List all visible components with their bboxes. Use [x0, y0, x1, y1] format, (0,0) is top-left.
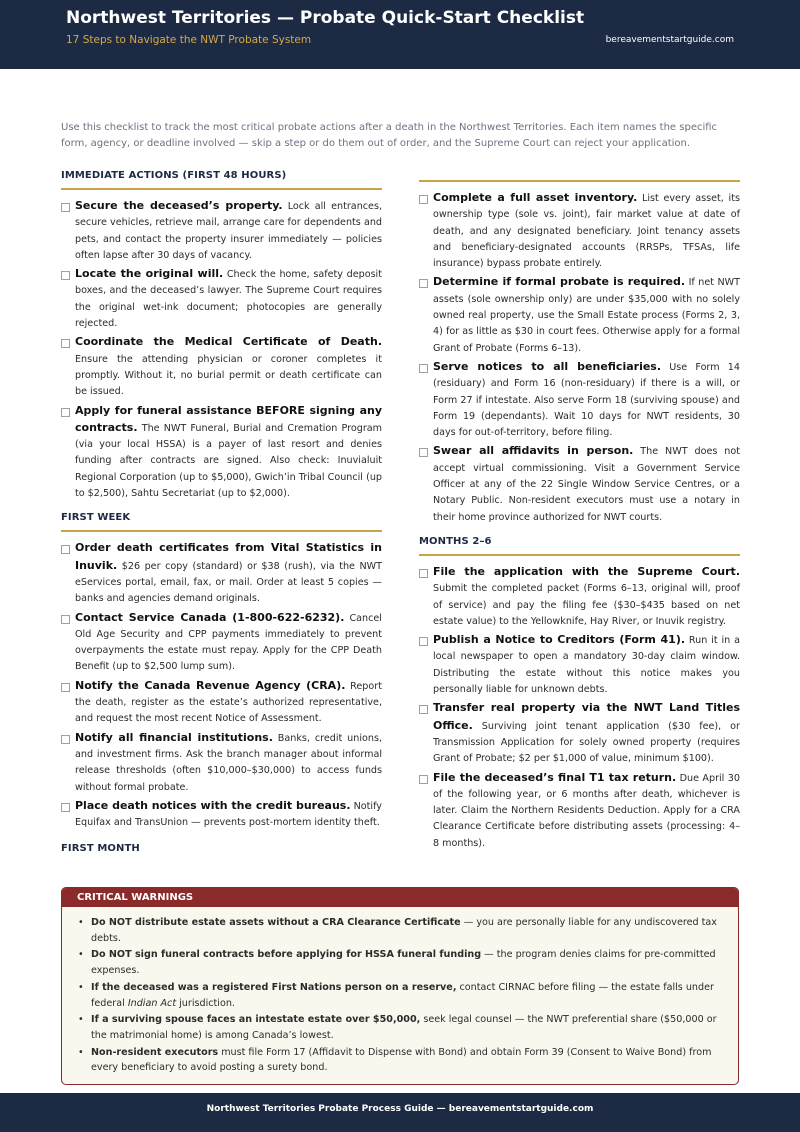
right-column: [419, 170, 740, 854]
checkbox-icon[interactable]: [61, 271, 70, 280]
checklist-item-title: Notify all financial institutions.: [75, 730, 273, 744]
warning-rest: seek legal counsel — the NWT preferential share ($50,000 or the matrimonial home) is among Canada’s lowest.: [91, 1014, 717, 1041]
checklist-item: [419, 632, 740, 698]
warning-bold: If the deceased was a registered First Nations person on a reserve,: [91, 981, 457, 993]
checklist-item-title: Publish a Notice to Creditors (Form 41).: [433, 633, 686, 647]
checklist-item-body: Banks, credit unions, and investment firms. Ask the branch manager about informal release thresholds (often $10,000–$30,000) to access funds without formal probate.: [75, 732, 382, 793]
checklist-item: [61, 730, 382, 796]
warning-rest: — you are personally liable for any undiscovered tax debts.: [91, 917, 717, 944]
checklist-item: [61, 198, 382, 264]
warning-text: [91, 947, 724, 978]
warning-text: [91, 1012, 724, 1043]
checklist-item-text: [75, 266, 382, 332]
bullet-icon: •: [78, 917, 84, 928]
header-site-link[interactable]: bereavementstartguide.com: [605, 35, 734, 45]
checklist-item: [419, 700, 740, 767]
checklist-item-title: Complete a full asset inventory.: [433, 191, 638, 204]
checklist-item-text: [433, 700, 740, 767]
section-heading: IMMEDIATE ACTIONS (FIRST 48 HOURS): [61, 170, 382, 190]
section-first-month-heading-wrap: [61, 843, 382, 854]
checkbox-icon[interactable]: [61, 545, 70, 554]
checklist-item-text: [75, 198, 382, 264]
checklist-item-body: Cancel Old Age Security and CPP payments immediately to prevent overpayments the estate must repay. Apply for the CPP Death Benefit (up to $2,500 lump sum).: [75, 612, 382, 673]
checklist-item-body: Submit the completed packet (Forms 6–13, original will, proof of service) and pay the filing fee ($30–$435 based on net estate value) to the Yellowknife, Hay River, or Inuvik registry.: [433, 583, 740, 627]
warning-text: [91, 980, 724, 1011]
section-months-2-6: [419, 536, 740, 852]
checklist-item-text: [433, 770, 740, 852]
checklist-item: [419, 190, 740, 272]
checklist-item: [61, 610, 382, 676]
checklist-item-text: [75, 678, 382, 728]
checklist-item-title: Coordinate the Medical Certificate of Death.: [75, 335, 382, 349]
warning-item: [78, 915, 724, 946]
section-heading: FIRST MONTH: [61, 843, 140, 855]
checklist-item-text: [433, 190, 740, 272]
checklist-item: [61, 678, 382, 728]
checklist-item-body: Lock all entrances, secure vehicles, retrieve mail, arrange care for dependents and pets, and contact the property insurer immediately — policies often lapse after 30 days of vacancy.: [75, 201, 382, 261]
warning-text: [91, 1045, 724, 1076]
checklist-item-text: [75, 403, 382, 503]
checklist-item-body: Use Form 14 (residuary) and Form 16 (non-residuary) if there is a will, or Form 27 if intestate. Also serve Form 18 (surviving spouse) and Form 19 (dependants). Wait 10 days for NWT residents, 30 days for out-of-territory, before filing.: [433, 361, 740, 439]
checklist-item-body: Surviving joint tenant application ($30 fee), or Transmission Application for solely owned property (requires Grant of Probate; $2 per $1,000 of value, minimum $100).: [433, 720, 740, 765]
checklist-item: [61, 540, 382, 607]
checklist-item-text: [75, 610, 382, 676]
checklist-item-body: If net NWT assets (sole ownership only) are under $35,000 with no solely owned real property, use the Small Estate process (Forms 2, 3, 4) for as little as $30 in court fees. Otherwise apply for a formal Grant of Probate (Forms 6–13).: [433, 277, 741, 354]
warning-item: [78, 1012, 724, 1043]
page-title: Northwest Territories — Probate Quick-Start Checklist: [66, 8, 585, 28]
checkbox-icon[interactable]: [61, 803, 70, 812]
warning-bold: Do NOT sign funeral contracts before applying for HSSA funeral funding: [91, 949, 482, 961]
checklist-item: [419, 359, 740, 441]
bullet-icon: •: [78, 1046, 84, 1058]
checklist-item-title: Locate the original will.: [75, 267, 224, 281]
warning-item: [78, 1045, 724, 1076]
checkbox-icon[interactable]: [419, 569, 428, 578]
checklist-item-body: $26 per copy (standard) or $38 (rush), via the NWT eServices portal, email, fax, or mail. Order at least 5 copies — banks and agencies demand originals.: [75, 560, 382, 605]
checklist-item-title: Order death certificates from Vital Statistics in Inuvik.: [75, 541, 382, 572]
checkbox-icon[interactable]: [61, 735, 70, 744]
section-first-month: [419, 180, 740, 526]
intro-paragraph: Use this checklist to track the most critical probate actions after a death in the Northwest Territories. Each item names the specific form, agency, or deadline involved — skip a step or do them out of order, and the Supreme Court can reject your application.: [61, 122, 718, 149]
checklist-item-text: [433, 274, 740, 356]
checklist-item: [419, 564, 740, 630]
checklist-item: [61, 334, 382, 400]
checklist-item-body: Report the death, register as the estate’s authorized representative, and request the most recent Notice of Assessment.: [75, 680, 382, 725]
checkbox-icon[interactable]: [419, 364, 428, 373]
checkbox-icon[interactable]: [61, 615, 70, 624]
checklist-item-title: Apply for funeral assistance BEFORE signing any contracts.: [75, 403, 382, 434]
checkbox-icon[interactable]: [419, 448, 428, 457]
checklist-item-text: [75, 540, 382, 607]
checklist-item-title: File the application with the Supreme Court.: [433, 564, 740, 578]
warning-bold: If a surviving spouse faces an intestate estate over $50,000,: [91, 1014, 421, 1026]
warning-rest: — the program denies claims for pre-committed expenses.: [91, 949, 716, 977]
section-first-week: [61, 512, 382, 831]
bullet-icon: •: [78, 981, 84, 993]
page-header: [0, 0, 800, 69]
warning-bold: Non-resident executors: [91, 1046, 219, 1058]
checkbox-icon[interactable]: [419, 279, 428, 288]
section-heading: FIRST WEEK: [61, 512, 382, 532]
checklist-item-body: List every asset, its ownership type (sole vs. joint), fair market value at date of death, and any designated beneficiary. Joint tenancy assets and beneficiary-designated accounts (RRSPs, TFSAs, life insurance) bypass probate entirely.: [433, 193, 740, 270]
checklist-item: [61, 798, 382, 832]
warning-rest: contact CIRNAC before filing — the estate falls under federal: [91, 981, 714, 1009]
checklist-item-title: Serve notices to all beneficiaries.: [433, 359, 662, 373]
checklist-item-title: Place death notices with the credit bureaus.: [75, 798, 351, 812]
warning-rest-2: jurisdiction.: [176, 997, 235, 1009]
checklist-item-title: Determine if formal probate is required.: [433, 275, 686, 289]
checklist-item-title: Transfer real property via the NWT Land Titles Office.: [433, 701, 740, 732]
page-footer: Northwest Territories Probate Process Guide — bereavementstartguide.com: [0, 1093, 800, 1132]
checklist-item-body: Run it in a local newspaper to open a mandatory 30-day claim window. Distributing the estate without this notice makes you personally liable for unknown debts.: [433, 635, 740, 696]
checkbox-icon[interactable]: [419, 775, 428, 784]
checklist-item-body: Check the home, safety deposit boxes, and the deceased’s lawyer. The Supreme Court requires the original wet-ink document; photocopies are generally rejected.: [75, 269, 382, 330]
page-subtitle: 17 Steps to Navigate the NWT Probate System: [66, 34, 312, 46]
left-column: [61, 170, 382, 862]
checklist-item-title: Notify the Canada Revenue Agency (CRA).: [75, 678, 346, 692]
bullet-icon: •: [78, 949, 84, 961]
checkbox-icon[interactable]: [61, 339, 70, 348]
warnings-list: [62, 907, 738, 1076]
checklist-item-text: [433, 443, 740, 525]
checkbox-icon[interactable]: [419, 195, 428, 204]
warning-bold: Do NOT distribute estate assets without a CRA Clearance Certificate: [91, 917, 461, 928]
warning-rest: must file Form 17 (Affidavit to Dispense with Bond) and obtain Form 39 (Consent to Waive Bond) from every beneficiary to avoid posting a surety bond.: [91, 1046, 712, 1074]
checkbox-icon[interactable]: [61, 683, 70, 692]
checklist-item-text: [433, 564, 740, 630]
checklist-item-body: Notify Equifax and TransUnion — prevents post-mortem identity theft.: [75, 800, 382, 829]
checklist-item-text: [75, 334, 382, 400]
section-immediate: [61, 170, 382, 502]
section-heading: MONTHS 2–6: [419, 536, 740, 556]
checklist-item-text: [433, 359, 740, 441]
checklist-item-body: Ensure the attending physician or coroner completes it promptly. Without it, no burial permit or death certificate can be issued.: [75, 353, 382, 398]
checkbox-icon[interactable]: [419, 705, 428, 714]
warning-text: [91, 915, 724, 946]
checklist-item: [419, 443, 740, 525]
checklist-item-title: Contact Service Canada (1-800-622-6232).: [75, 610, 345, 624]
checklist-item-title: Secure the deceased’s property.: [75, 199, 283, 212]
warning-item: [78, 980, 724, 1011]
checklist-item: [61, 403, 382, 503]
warning-item: [78, 947, 724, 978]
checklist-item: [419, 274, 740, 356]
checkbox-icon[interactable]: [61, 408, 70, 417]
warnings-heading: CRITICAL WARNINGS: [62, 888, 738, 907]
checklist-item-text: [75, 798, 382, 832]
checkbox-icon[interactable]: [61, 203, 70, 212]
checklist-item-body: The NWT Funeral, Burial and Cremation Program (via your local HSSA) is a payer of last resort and denies funding after contracts are signed. Also check: Inuvialuit Regional Corporation (up to $5,000), Gwich’in Tribal Council (up to $2,500), Sahtu Secretariat (up to $2,000).: [75, 422, 382, 500]
checkbox-icon[interactable]: [419, 637, 428, 646]
checklist-item-body: The NWT does not accept virtual commissioning. Visit a Government Service Officer at any of the 22 Single Window Service Centres, or a Notary Public. Non-resident executors must use a notary in their home province authorized for NWT courts.: [433, 446, 740, 523]
bullet-icon: •: [78, 1014, 84, 1026]
checklist-item-text: [433, 632, 740, 698]
checklist-item-body: Due April 30 of the following year, or 6 months after death, whichever is later. Claim the Northern Residents Deduction. Apply for a CRA Clearance Certificate before distributing assets (processing: 4–8 months).: [433, 772, 740, 849]
checklist-item: [61, 266, 382, 332]
checklist-item-title: File the deceased’s final T1 tax return.: [433, 770, 677, 784]
checklist-item: [419, 770, 740, 852]
warning-italic: Indian Act: [127, 997, 177, 1009]
critical-warnings-box: [61, 887, 739, 1085]
checklist-item-title: Swear all affidavits in person.: [433, 444, 634, 458]
checklist-item-text: [75, 730, 382, 796]
